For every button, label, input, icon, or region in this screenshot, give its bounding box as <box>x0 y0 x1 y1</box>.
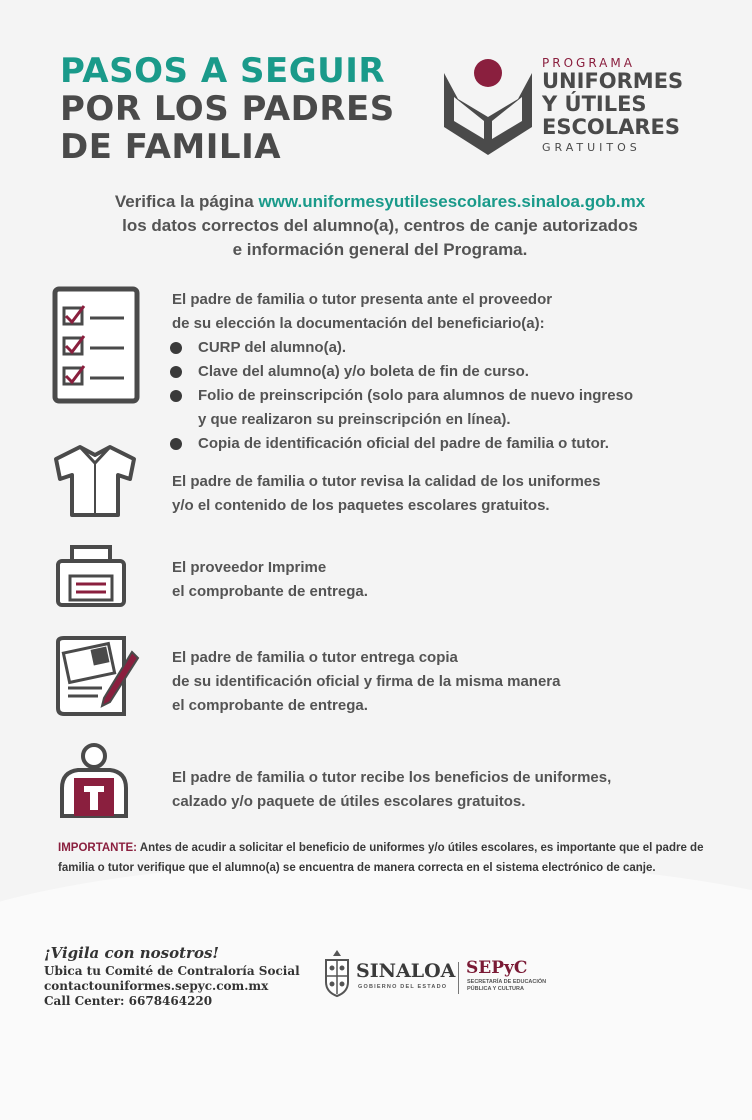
checklist-icon <box>52 286 142 404</box>
step-5-line-2: calzado y/o paquete de útiles escolares gratuitos. <box>172 793 526 810</box>
step-2-line-1: El padre de familia o tutor revisa la calidad de los uniformes <box>172 473 601 490</box>
page-title <box>60 52 395 166</box>
step-3 <box>172 556 368 604</box>
sinaloa-subtitle: GOBIERNO DEL ESTADO <box>358 984 448 990</box>
step-2 <box>172 470 600 518</box>
important-label: IMPORTANTE: <box>58 842 138 854</box>
step-4-line-1: El padre de familia o tutor entrega copia <box>172 649 458 666</box>
program-url-link[interactable]: www.uniformesyutilesescolares.sinaloa.gob.mx <box>258 192 646 211</box>
logo-line-1: UNIFORMES <box>542 69 684 93</box>
footer-vigila: ¡Vigila con nosotros! <box>44 944 219 962</box>
intro-text <box>40 190 720 262</box>
step-1-line-1: El padre de familia o tutor presenta ante el proveedor <box>172 291 553 308</box>
intro-line-2: los datos correctos del alumno(a), centros de canje autorizados <box>122 216 638 235</box>
step-5 <box>172 766 611 814</box>
list-item: Clave del alumno(a) y/o boleta de fin de curso. <box>172 360 633 384</box>
title-line-2: POR LOS PADRES <box>60 89 395 129</box>
call-center-number: Call Center: 6678464220 <box>44 994 213 1008</box>
shirt-icon <box>52 443 138 519</box>
program-logo-text <box>542 56 683 154</box>
step-2-line-2: y/o el contenido de los paquetes escolares gratuitos. <box>172 497 550 514</box>
list-item: Folio de preinscripción (solo para alumnos de nuevo ingreso <box>172 384 633 408</box>
sepyc-subtitle: SECRETARÍA DE EDUCACIÓN PÚBLICA Y CULTURA <box>467 979 547 992</box>
step-1-line-2: de su elección la documentación del beneficiario(a): <box>172 315 545 332</box>
contact-link[interactable]: contactouniformes.sepyc.com.mx <box>44 979 269 993</box>
printer-icon <box>54 544 128 610</box>
document-sign-icon <box>54 636 140 720</box>
logo-programa: PROGRAMA <box>542 56 635 70</box>
logo-line-2: Y ÚTILES <box>542 92 647 116</box>
step-4-line-2: de su identificación oficial y firma de la misma manera <box>172 673 561 690</box>
person-package-icon <box>56 742 132 820</box>
footer-divider <box>458 962 459 994</box>
sinaloa-logo-text: SINALOA <box>356 960 456 982</box>
logo-line-3: ESCOLARES <box>542 115 681 139</box>
logo-gratuitos: GRATUITOS <box>542 141 641 154</box>
footer-contact <box>44 944 300 1009</box>
program-logo-icon <box>440 55 540 160</box>
sinaloa-shield-icon <box>322 948 352 998</box>
list-item: Copia de identificación oficial del padre de familia o tutor. <box>172 432 633 456</box>
intro-prefix: Verifica la página <box>114 192 259 211</box>
important-note <box>58 838 708 878</box>
step-3-line-2: el comprobante de entrega. <box>172 583 368 600</box>
title-line-3: DE FAMILIA <box>60 127 282 167</box>
intro-line-3: e información general del Programa. <box>232 240 528 259</box>
list-item-continuation: y que realizaron su preinscripción en línea). <box>198 411 511 428</box>
list-item: CURP del alumno(a). <box>172 336 633 360</box>
footer-line-1: Ubica tu Comité de Contraloría Social <box>44 964 300 978</box>
step-1 <box>172 288 633 456</box>
important-text: Antes de acudir a solicitar el beneficio de uniformes y/o útiles escolares, es importante que el padre de familia o tutor verifique que el alumno(a) se encuentra de manera correcta en el sistema electrónico de canje. <box>58 842 704 874</box>
document-list-2 <box>172 432 633 456</box>
step-3-line-1: El proveedor Imprime <box>172 559 327 576</box>
step-5-line-1: El padre de familia o tutor recibe los beneficios de uniformes, <box>172 769 612 786</box>
title-line-1: PASOS A SEGUIR <box>60 51 386 91</box>
sepyc-logo-text: SEPyC <box>466 958 528 978</box>
step-4-line-3: el comprobante de entrega. <box>172 697 368 714</box>
step-4 <box>172 646 560 718</box>
document-list <box>172 336 633 408</box>
